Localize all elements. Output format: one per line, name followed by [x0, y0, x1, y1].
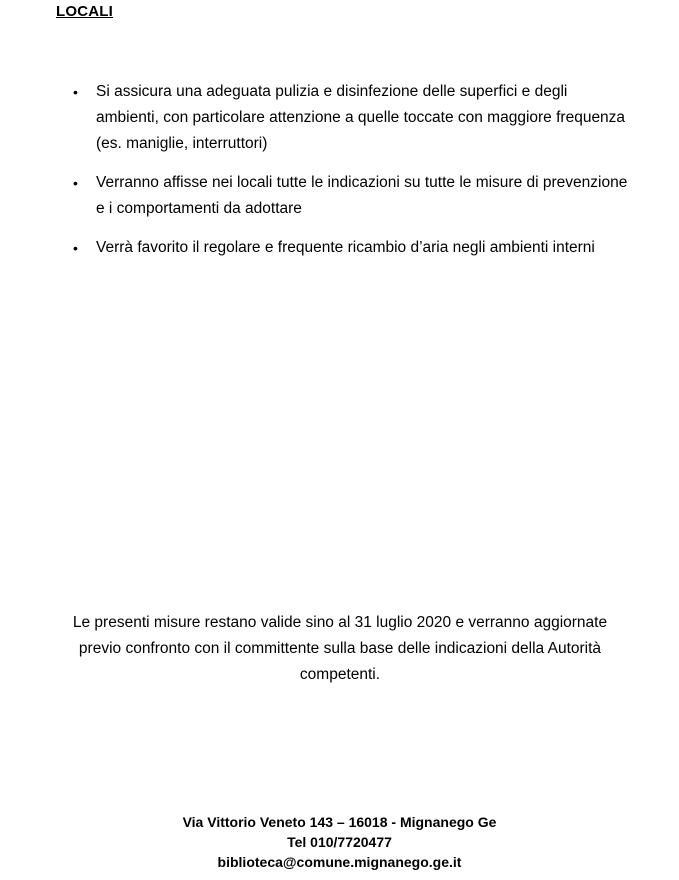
footer-address: Via Vittorio Veneto 143 – 16018 - Mignanego Ge [182, 814, 497, 830]
footer-contacts [0, 812, 679, 872]
list-item-text: Verrà favorito il regolare e frequente ricambio d’aria negli ambienti interni [96, 239, 595, 256]
list-item [72, 235, 632, 261]
list-item-text: Si assicura una adeguata pulizia e disinfezione delle superfici e degli ambienti, con particolare attenzione a quelle toccate con maggiore frequenza (es. maniglie, interruttori) [96, 83, 626, 152]
bullet-icon: • [73, 175, 78, 191]
list-item [72, 79, 632, 157]
section-title: LOCALI [56, 3, 114, 20]
list-item [72, 170, 632, 222]
bullet-list [72, 79, 632, 274]
footer-email: biblioteca@comune.mignanego.ge.it [217, 854, 462, 870]
bullet-icon: • [73, 84, 78, 100]
bullet-icon: • [73, 240, 78, 256]
closing-paragraph: Le presenti misure restano valide sino al 31 luglio 2020 e verranno aggiornate previo confronto con il committente sulla base delle indicazioni della Autorità competenti. [72, 614, 608, 683]
list-item-text: Verranno affisse nei locali tutte le indicazioni su tutte le misure di prevenzione e i comportamenti da adottare [96, 174, 628, 217]
footer-phone: Tel 010/7720477 [287, 834, 392, 850]
